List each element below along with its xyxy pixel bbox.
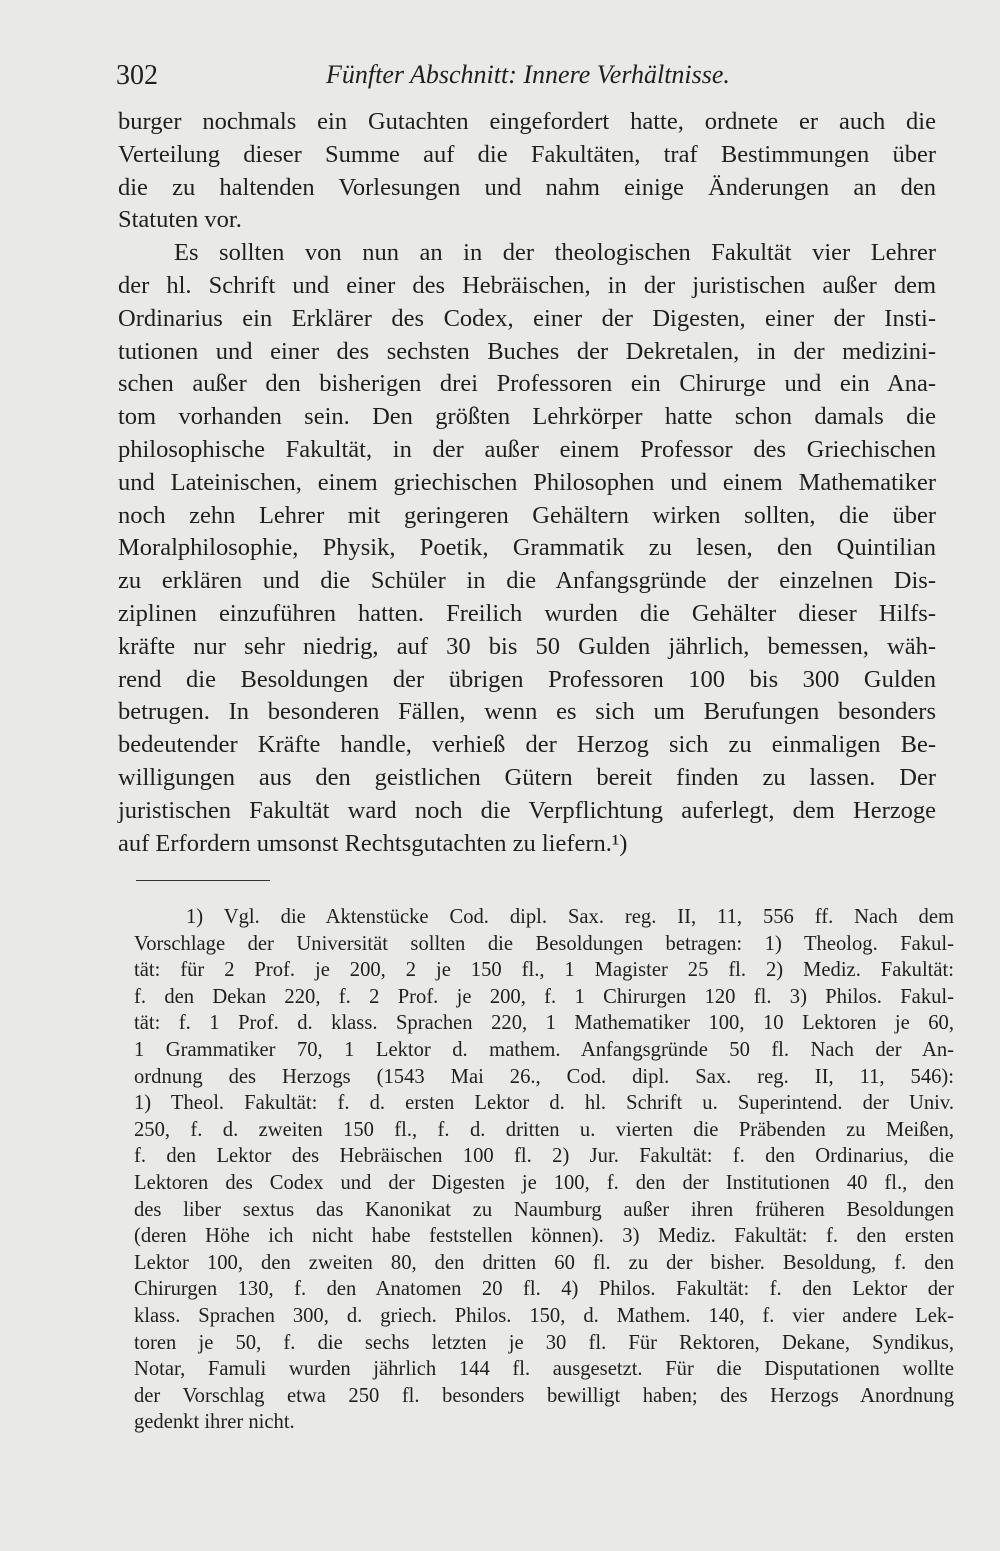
body-line: betrugen. In besonderen Fällen, wenn es sich um Berufungen besonders bbox=[118, 698, 936, 726]
footnote-line: (deren Höhe ich nicht habe feststellen können). 3) Mediz. Fakultät: f. den ersten bbox=[134, 1225, 954, 1248]
body-line: Ordinarius ein Erklärer des Codex, einer der Digesten, einer der Insti- bbox=[118, 304, 936, 332]
footnote-line: der Vorschlag etwa 250 fl. besonders bewilligt haben; des Herzogs Anordnung bbox=[134, 1384, 954, 1407]
body-line: juristischen Fakultät ward noch die Verpflichtung auferlegt, dem Herzoge bbox=[118, 796, 936, 824]
footnote-line: gedenkt ihrer nicht. bbox=[134, 1411, 295, 1434]
footnote-line: tät: f. 1 Prof. d. klass. Sprachen 220, 1 Mathematiker 100, 10 Lektoren je 60, bbox=[134, 1012, 954, 1035]
body-line: Statuten vor. bbox=[118, 206, 242, 234]
body-line: tom vorhanden sein. Den größten Lehrkörper hatte schon damals die bbox=[118, 403, 936, 431]
footnote-line: f. den Lektor des Hebräischen 100 fl. 2) Jur. Fakultät: f. den Ordinarius, die bbox=[134, 1145, 954, 1168]
footnote-line: des liber sextus das Kanonikat zu Naumburg außer ihren früheren Besoldungen bbox=[134, 1198, 954, 1221]
body-line: der hl. Schrift und einer des Hebräischen, in der juristischen außer dem bbox=[118, 271, 936, 299]
body-line: die zu haltenden Vorlesungen und nahm einige Änderungen an den bbox=[118, 173, 936, 201]
footnote-rule bbox=[136, 880, 270, 881]
footnote-line: Vorschlage der Universität sollten die Besoldungen betragen: 1) Theolog. Fakul- bbox=[134, 932, 954, 955]
body-line: bedeutender Kräfte handle, verhieß der Herzog sich zu einmaligen Be- bbox=[118, 731, 936, 759]
footnote-line: toren je 50, f. die sechs letzten je 30 fl. Für Rektoren, Dekane, Syndikus, bbox=[134, 1331, 954, 1354]
footnote-line: Notar, Famuli wurden jährlich 144 fl. ausgesetzt. Für die Disputationen wollte bbox=[134, 1358, 954, 1381]
footnote-line: f. den Dekan 220, f. 2 Prof. je 200, f. 1 Chirurgen 120 fl. 3) Philos. Fakul- bbox=[134, 985, 954, 1008]
footnote-line: Lektor 100, den zweiten 80, den dritten 60 fl. zu der bisher. Besoldung, f. den bbox=[134, 1251, 954, 1274]
body-line: tutionen und einer des sechsten Buches der Dekretalen, in der medizini- bbox=[118, 337, 936, 365]
running-head: Fünfter Abschnitt: Innere Verhältnisse. bbox=[326, 60, 730, 89]
body-line: ziplinen einzuführen hatten. Freilich wurden die Gehälter dieser Hilfs- bbox=[118, 599, 936, 627]
body-line: Verteilung dieser Summe auf die Fakultäten, traf Bestimmungen über bbox=[118, 140, 936, 168]
body-line: kräfte nur sehr niedrig, auf 30 bis 50 Gulden jährlich, bemessen, wäh- bbox=[118, 632, 936, 660]
footnote-line: 250, f. d. zweiten 150 fl., f. d. dritten u. vierten die Präbenden zu Meißen, bbox=[134, 1118, 954, 1141]
body-line: philosophische Fakultät, in der außer einem Professor des Griechischen bbox=[118, 435, 936, 463]
body-line: willigungen aus den geistlichen Gütern bereit finden zu lassen. Der bbox=[118, 763, 936, 791]
footnote-line: 1) Theol. Fakultät: f. d. ersten Lektor d. hl. Schrift u. Superintend. der Univ. bbox=[134, 1092, 954, 1115]
footnote-line: tät: für 2 Prof. je 200, 2 je 150 fl., 1 Magister 25 fl. 2) Mediz. Fakultät: bbox=[134, 959, 954, 982]
body-line: rend die Besoldungen der übrigen Professoren 100 bis 300 Gulden bbox=[118, 665, 936, 693]
footnote-line: 1) Vgl. die Aktenstücke Cod. dipl. Sax. reg. II, 11, 556 ff. Nach dem bbox=[186, 906, 954, 928]
body-line: noch zehn Lehrer mit geringeren Gehältern wirken sollten, die über bbox=[118, 501, 936, 529]
body-line: Moralphilosophie, Physik, Poetik, Grammatik zu lesen, den Quintilian bbox=[118, 534, 936, 562]
footnote-line: klass. Sprachen 300, d. griech. Philos. 150, d. Mathem. 140, f. vier andere Lek- bbox=[134, 1304, 954, 1327]
footnotes bbox=[134, 904, 954, 1436]
body-line: burger nochmals ein Gutachten eingefordert hatte, ordnete er auch die bbox=[118, 108, 936, 135]
footnote-line: Chirurgen 130, f. den Anatomen 20 fl. 4) Philos. Fakultät: f. den Lektor der bbox=[134, 1278, 954, 1301]
body-line: schen außer den bisherigen drei Professoren ein Chirurge und ein Ana- bbox=[118, 370, 936, 398]
body-line: auf Erfordern umsonst Rechtsgutachten zu liefern.¹) bbox=[118, 829, 628, 857]
page-header bbox=[116, 56, 936, 96]
footnote-line: Lektoren des Codex und der Digesten je 100, f. den der Institutionen 40 fl., den bbox=[134, 1171, 954, 1194]
footnote-line: ordnung des Herzogs (1543 Mai 26., Cod. dipl. Sax. reg. II, 11, 546): bbox=[134, 1065, 954, 1088]
footnote-line: 1 Grammatiker 70, 1 Lektor d. mathem. Anfangsgründe 50 fl. Nach der An- bbox=[134, 1038, 954, 1061]
page-number: 302 bbox=[116, 60, 158, 91]
body-line: zu erklären und die Schüler in die Anfangsgründe der einzelnen Dis- bbox=[118, 567, 936, 595]
body-text bbox=[118, 106, 936, 860]
body-line: Es sollten von nun an in der theologischen Fakultät vier Lehrer bbox=[174, 239, 936, 267]
body-line: und Lateinischen, einem griechischen Philosophen und einem Mathematiker bbox=[118, 468, 936, 496]
